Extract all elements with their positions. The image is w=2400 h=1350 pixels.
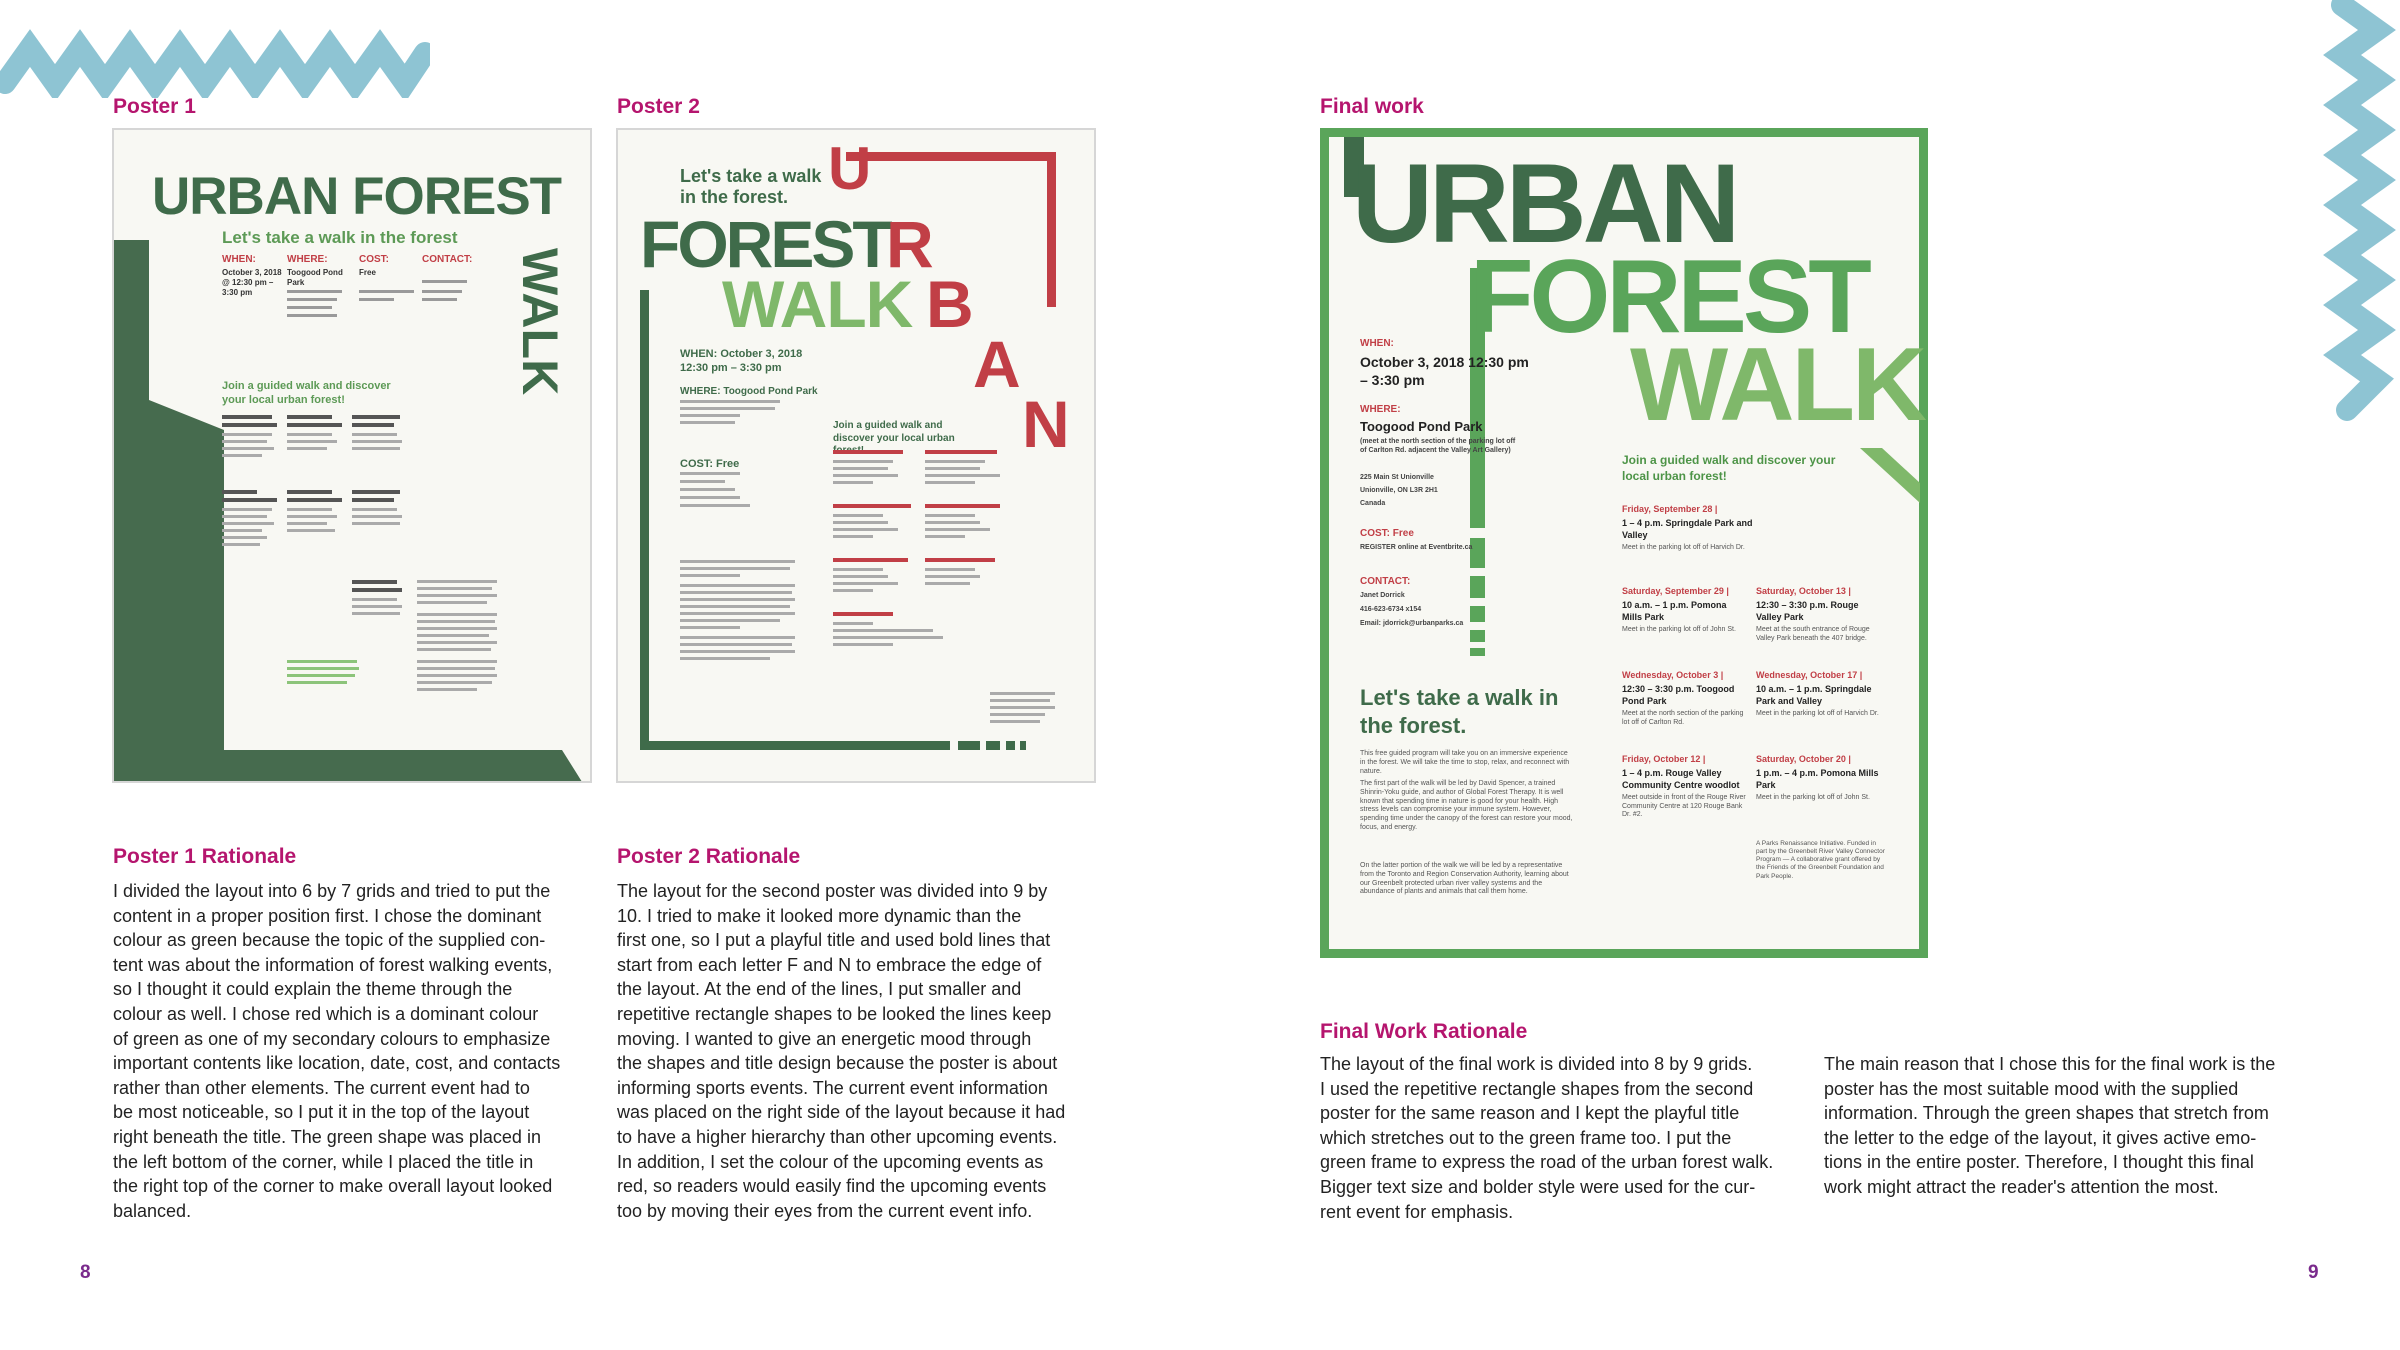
rationale3-line: I used the repetitive rectangle shapes from the second <box>1320 1078 1754 1099</box>
final-work-label: Final work <box>1320 95 1424 118</box>
final-where: Toogood Pond Park <box>1360 419 1483 434</box>
rationale1-line: the right top of the corner to make overall layout looked <box>113 1176 553 1197</box>
rationale2-line: In addition, I set the colour of the upcoming events as <box>617 1151 1044 1172</box>
rationale2-line: red, so readers would easily find the upcoming events <box>617 1176 1047 1197</box>
final-credit: A Parks Renaissance Initiative. Funded in part by the Greenbelt River Valley Connector Program — A collaborative grant offered by the Friends of the Greenbelt Foundation and Park People. <box>1756 840 1885 880</box>
final-event-date: Saturday, October 20 | <box>1756 754 1851 764</box>
zigzag-top-right <box>2322 0 2400 430</box>
final-event-note: Meet in the parking lot off of Harvich Dr. <box>1622 543 1745 551</box>
final-event-time: 12:30 – 3:30 p.m. Rouge Valley Park <box>1756 600 1859 622</box>
final-where-label: WHERE: <box>1360 404 1401 415</box>
rationale1-line: tent was about the information of forest walking events, <box>113 954 553 975</box>
final-event-note: Meet in the parking lot off of Harvich Dr. <box>1756 709 1879 717</box>
rationale2-line: first one, so I put a playful title and used bold lines that <box>617 930 1051 951</box>
poster1-tagline: Let's take a walk in the forest <box>222 228 458 247</box>
final-event-time: 1 – 4 p.m. Rouge Valley Community Centre woodlot <box>1622 768 1740 790</box>
final-event-date: Wednesday, October 3 | <box>1622 670 1724 680</box>
final-event-1 <box>1622 504 1772 553</box>
rationale3-line: The layout of the final work is divided into 8 by 9 grids. <box>1320 1054 1753 1074</box>
rationale2-line: was placed on the right side of the layout because it had <box>617 1102 1066 1123</box>
poster1-events-block <box>222 415 562 745</box>
rationale3-line: information. Through the green shapes that stretch from <box>1824 1103 2269 1124</box>
rationale3-line: the letter to the edge of the layout, it gives active emo- <box>1824 1127 2257 1148</box>
final-event-date: Friday, October 12 | <box>1622 754 1706 764</box>
final-title-urban: URBAN <box>1352 141 1737 266</box>
final-address: 225 Main St Unionville <box>1360 474 1434 481</box>
rationale1-line: I divided the layout into 6 by 7 grids and tried to put the <box>113 881 551 901</box>
rationale1-line: the left bottom of the corner, while I placed the title in <box>113 1151 534 1172</box>
poster2-letter-u: U <box>828 135 872 202</box>
poster1-cost-text: Free <box>359 268 376 277</box>
final-event-date: Friday, September 28 | <box>1622 504 1718 514</box>
rationale2-body <box>617 879 1107 1223</box>
page-number-right: 9 <box>2308 1262 2319 1283</box>
rationale3-line: poster for the same reason and I kept the playful title <box>1320 1103 1740 1124</box>
final-contact-label: CONTACT: <box>1360 576 1411 587</box>
final-city: Unionville, ON L3R 2H1 <box>1360 487 1438 494</box>
poster1-title: URBAN FOREST <box>152 167 562 226</box>
rationale3-line: The main reason that I chose this for the final work is the <box>1824 1054 2276 1074</box>
poster1-where-header: WHERE: <box>287 254 328 265</box>
rationale1-line: colour as well. I chose red which is a dominant colour <box>113 1003 539 1024</box>
final-country: Canada <box>1360 500 1386 507</box>
poster2-where: WHERE: Toogood Pond Park <box>680 386 818 397</box>
poster1-thumbnail <box>112 128 592 783</box>
poster2-thumbnail <box>616 128 1096 783</box>
final-event-note: Meet in the parking lot off of John St. <box>1622 625 1736 633</box>
rationale1-body <box>113 879 603 1223</box>
poster1-when-header: WHEN: <box>222 254 256 265</box>
rationale1-line: be most noticeable, so I put it in the top of the layout <box>113 1102 530 1123</box>
rationale1-line: of green as one of my secondary colours to emphasize <box>113 1028 551 1049</box>
rationale2-line: start from each letter F and N to embrace the edge of <box>617 954 1042 975</box>
rationale1-line: colour as green because the topic of the supplied con- <box>113 930 546 951</box>
final-event-time: 12:30 – 3:30 p.m. Toogood Pond Park <box>1622 684 1735 706</box>
zigzag-top-left <box>0 28 430 98</box>
final-event-note: Meet outside in front of the Rouge River Community Centre at 120 Rouge Bank Dr. #2. <box>1622 793 1746 819</box>
rationale1-line: important contents like location, date, cost, and contacts <box>113 1053 561 1074</box>
rationale3-line: work might attract the reader's attention the most. <box>1824 1176 2219 1197</box>
rationale3-line: green frame to express the road of the urban forest walk. <box>1320 1152 1774 1173</box>
poster2-walk: WALK <box>722 267 913 341</box>
final-event-4 <box>1622 670 1747 727</box>
poster1-contact-header: CONTACT: <box>422 254 473 265</box>
rationale2-line: too by moving their eyes from the current event info. <box>617 1200 1033 1221</box>
poster1-guided: Join a guided walk and discover your local urban forest! <box>222 380 391 406</box>
rationale3-line: rent event for emphasis. <box>1320 1201 1514 1222</box>
rationale2-heading: Poster 2 Rationale <box>617 845 801 868</box>
final-contact-email: Email: jdorrick@urbanparks.ca <box>1360 620 1464 627</box>
rationale2-line: 10. I tried to make it looked more dynamic than the <box>617 905 1022 926</box>
poster2-letter-n: N <box>1022 387 1070 461</box>
rationale2-line: The layout for the second poster was divided into 9 by <box>617 881 1048 901</box>
poster2-tagline: Let's take a walk in the forest. <box>680 166 822 207</box>
poster2-forest: FOREST <box>640 207 890 281</box>
poster2-fine-print <box>680 400 1060 740</box>
rationale1-line: so I thought it could explain the theme through the <box>113 979 513 1000</box>
poster2-letter-r: R <box>886 207 934 281</box>
final-event-7 <box>1756 754 1886 803</box>
poster1-where-text: Toogood Pond Park <box>287 268 343 287</box>
final-para3: On the latter portion of the walk we will be led by a representative from the Toronto and Region Conservation Authority, learning about our Greenbelt protected urban river valley systems and the abundance of plants and animals that call them home. <box>1360 862 1569 896</box>
final-event-note: Meet at the south entrance of Rouge Valley Park beneath the 407 bridge. <box>1756 625 1870 642</box>
rationale2-line: informing sports events. The current event information <box>617 1077 1048 1098</box>
poster1-when-text: October 3, 2018 @ 12:30 pm – 3:30 pm <box>222 268 282 297</box>
final-event-time: 10 a.m. – 1 p.m. Springdale Park and Valley <box>1756 684 1872 706</box>
final-title-forest: FOREST <box>1470 239 1868 355</box>
rationale2-line: repetitive rectangle shapes to be looked the lines keep <box>617 1003 1052 1024</box>
final-event-note: Meet in the parking lot off of John St. <box>1756 793 1870 801</box>
final-walk-tagline: Let's take a walk in the forest. <box>1360 685 1559 738</box>
rationale3-line: which stretches out to the green frame too. I put the <box>1320 1127 1732 1148</box>
final-title-walk: WALK <box>1630 327 1925 443</box>
rationale3-heading: Final Work Rationale <box>1320 1020 1528 1043</box>
rationale1-heading: Poster 1 Rationale <box>113 845 297 868</box>
final-event-note: Meet at the north section of the parking lot off of Carlton Rd. <box>1622 709 1744 726</box>
final-contact-name: Janet Dorrick <box>1360 592 1405 599</box>
final-event-6 <box>1622 754 1747 820</box>
rationale3-line: poster has the most suitable mood with the supplied <box>1824 1078 2239 1099</box>
final-register: REGISTER online at Eventbrite.ca <box>1360 544 1473 551</box>
final-para2: The first part of the walk will be led by David Spencer, a trained Shinrin-Yoku guide, and author of Global Forest Therapy. It is well known that spending time in nature is good for your health. High stress levels can compromise your immune system. However, spending time under the canopy of the forest can restore your mood, focus, and energy. <box>1360 780 1573 831</box>
final-event-time: 10 a.m. – 1 p.m. Pomona Mills Park <box>1622 600 1727 622</box>
final-guided: Join a guided walk and discover your local urban forest! <box>1622 453 1836 483</box>
rationale2-line: the shapes and title design because the poster is about <box>617 1053 1058 1074</box>
final-poster <box>1320 128 1928 958</box>
final-event-5 <box>1756 670 1886 719</box>
rationale1-line: balanced. <box>113 1200 192 1221</box>
rationale1-line: rather than other elements. The current event had to <box>113 1077 530 1098</box>
rationale2-line: to have a higher hierarchy than other upcoming events. <box>617 1126 1058 1147</box>
poster2-letter-a: A <box>973 327 1021 401</box>
rationale3-line: tions in the entire poster. Therefore, I thought this final <box>1824 1152 2254 1173</box>
poster2-when: WHEN: October 3, 2018 12:30 pm – 3:30 pm <box>680 348 803 374</box>
rationale2-line: the layout. At the end of the lines, I put smaller and <box>617 979 1022 1000</box>
poster1-label: Poster 1 <box>113 95 196 118</box>
rationale3-line: Bigger text size and bolder style were used for the cur- <box>1320 1176 1756 1197</box>
rationale3-col1 <box>1320 1052 1820 1224</box>
final-when: October 3, 2018 12:30 pm – 3:30 pm <box>1360 354 1529 388</box>
final-event-date: Wednesday, October 17 | <box>1756 670 1863 680</box>
final-cost-label: COST: Free <box>1360 528 1414 539</box>
poster1-walk-vertical: WALK <box>512 248 568 396</box>
rationale3-col2 <box>1824 1052 2324 1200</box>
final-event-2 <box>1622 586 1747 635</box>
rationale1-line: content in a proper position first. I chose the dominant <box>113 905 542 926</box>
final-event-date: Saturday, September 29 | <box>1622 586 1729 596</box>
rationale2-line: moving. I wanted to give an energetic mood through <box>617 1028 1032 1049</box>
poster2-cost: COST: Free <box>680 458 740 470</box>
final-event-date: Saturday, October 13 | <box>1756 586 1851 596</box>
poster2-guided: Join a guided walk and discover your local urban <box>833 420 955 444</box>
final-when-label: WHEN: <box>1360 338 1394 349</box>
final-intro: This free guided program will take you on an immersive experience in the forest. We will take the time to stop, relax, and reconnect with nature. <box>1360 750 1570 775</box>
final-event-time: 1 p.m. – 4 p.m. Pomona Mills Park <box>1756 768 1879 790</box>
rationale1-line: right beneath the title. The green shape was placed in <box>113 1126 541 1147</box>
final-where-detail: (meet at the north section of the parking lot off of Carlton Rd. adjacent the Valley Art Gallery) <box>1360 438 1516 454</box>
poster1-cost-header: COST: <box>359 254 389 265</box>
poster2-label: Poster 2 <box>617 95 700 118</box>
final-contact-phone: 416-623-6734 x154 <box>1360 606 1422 613</box>
page-number-left: 8 <box>80 1262 91 1283</box>
poster2-letter-b: B <box>926 267 974 341</box>
final-event-3 <box>1756 586 1886 643</box>
final-event-time: 1 – 4 p.m. Springdale Park and Valley <box>1622 518 1753 540</box>
